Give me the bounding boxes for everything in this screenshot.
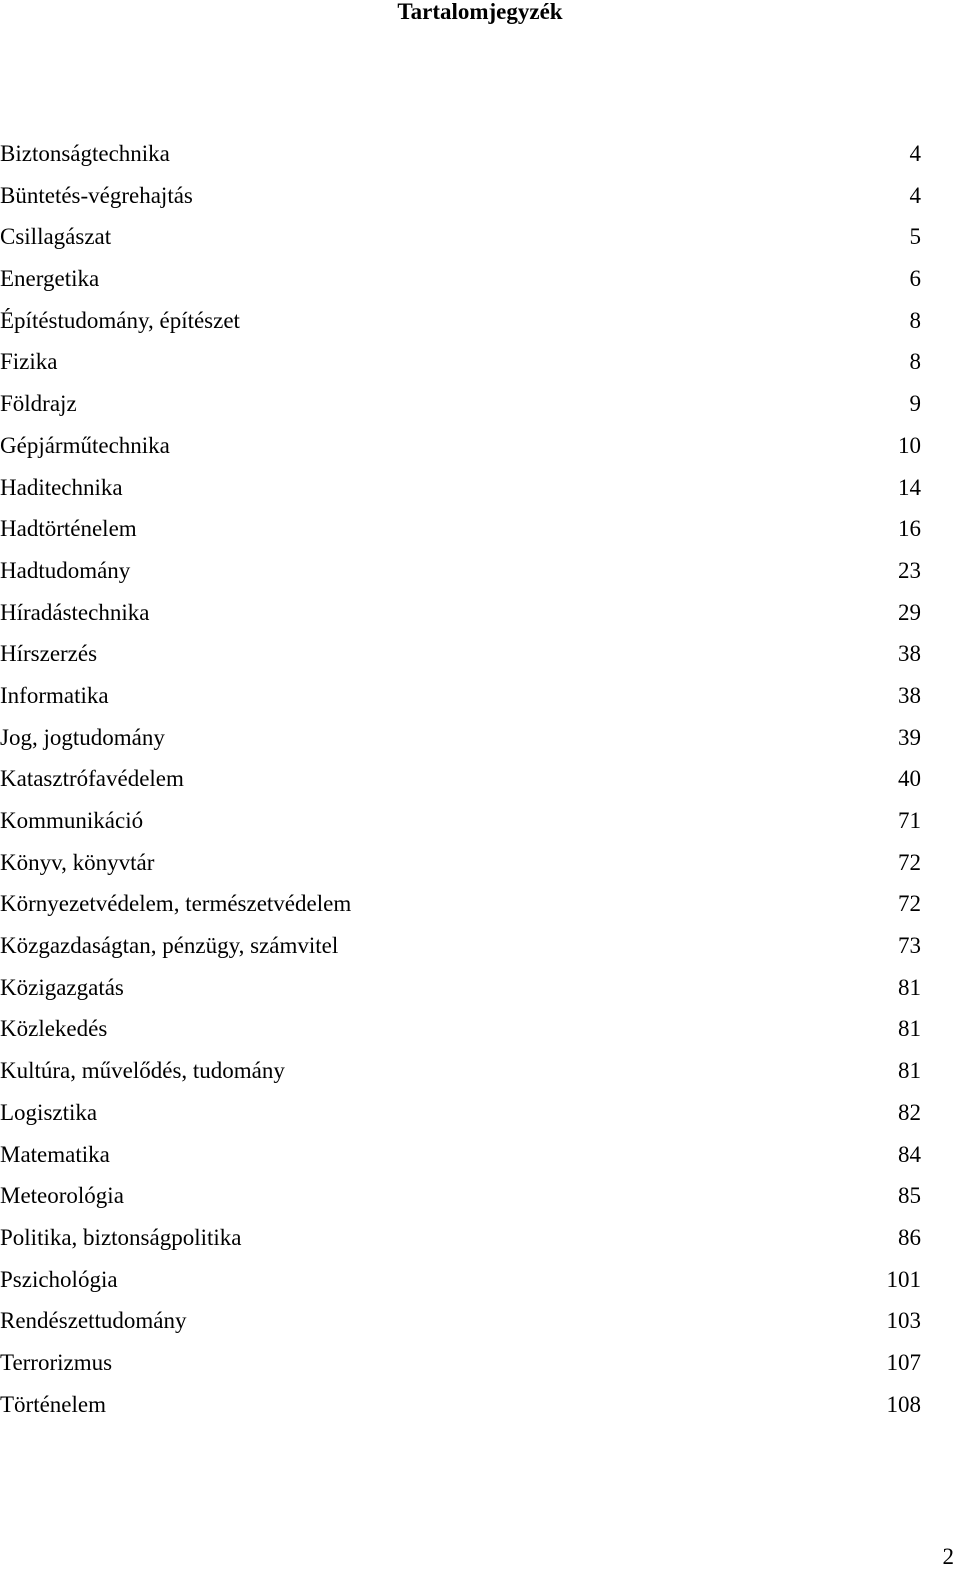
toc-entry	[0, 508, 921, 550]
toc-entry	[0, 592, 921, 634]
toc-entry-page: 72	[898, 849, 921, 875]
toc-entry-page: 16	[898, 516, 921, 542]
toc-entry-label: Történelem	[0, 1391, 107, 1417]
toc-entry-label: Hírszerzés	[0, 641, 98, 667]
toc-entry	[0, 883, 921, 925]
page-title: Tartalomjegyzék	[397, 0, 563, 24]
toc-entry-label: Kommunikáció	[0, 808, 144, 833]
toc-entry-label: Kultúra, művelődés, tudomány	[0, 1058, 285, 1084]
toc-entry	[0, 717, 921, 759]
toc-entry-label: Gépjárműtechnika	[0, 432, 170, 458]
toc-entry-label: Katasztrófavédelem	[0, 766, 184, 792]
toc-entry-label: Terrorizmus	[0, 1349, 113, 1375]
toc-entry	[0, 1300, 921, 1342]
toc-entry-page: 38	[898, 682, 921, 708]
toc-entry-page: 8	[909, 307, 921, 333]
toc-entry	[0, 1342, 921, 1384]
toc-entry-label: Rendészettudomány	[0, 1308, 187, 1334]
toc-entry-page: 8	[909, 349, 921, 375]
toc-entry-label: Fizika	[0, 349, 58, 375]
toc-entry-label: Jog, jogtudomány	[0, 724, 165, 750]
toc-entry-page: 39	[898, 724, 921, 750]
toc-entry-label: Matematika	[0, 1141, 110, 1167]
toc-entry	[0, 675, 921, 717]
toc-entry	[0, 633, 921, 675]
toc-entry-page: 38	[898, 641, 921, 667]
toc-entry	[0, 1134, 921, 1176]
toc-entry	[0, 300, 921, 342]
toc-entry-page: 23	[898, 557, 921, 583]
toc-entry-label: Logisztika	[0, 1099, 98, 1125]
toc-entry-label: Informatika	[0, 682, 109, 708]
toc-entry-label: Könyv, könyvtár	[0, 849, 155, 875]
toc-entry-page: 10	[898, 432, 921, 458]
toc-entry-label: Energetika	[0, 266, 100, 292]
toc-entry-page: 103	[886, 1308, 921, 1334]
toc-entry-page: 72	[898, 891, 921, 917]
toc-entry-page: 81	[898, 974, 921, 1000]
toc-entry	[0, 216, 921, 258]
toc-entry	[0, 175, 921, 217]
toc-entry-label: Közlekedés	[0, 1016, 108, 1042]
toc-entry-page: 107	[886, 1349, 921, 1375]
toc-entry-page: 71	[898, 808, 921, 833]
toc-entry	[0, 967, 921, 1009]
toc-entry	[0, 341, 921, 383]
toc-entry	[0, 1175, 921, 1217]
toc-entry	[0, 258, 921, 300]
toc-entry-page: 5	[909, 224, 921, 250]
toc-entry	[0, 842, 921, 884]
toc-entry-label: Politika, biztonságpolitika	[0, 1224, 242, 1250]
toc-entry	[0, 1050, 921, 1092]
toc-entry-page: 108	[886, 1391, 921, 1417]
toc-entry-label: Közgazdaságtan, pénzügy, számvitel	[0, 933, 339, 959]
toc-entry-label: Építéstudomány, építészet	[0, 307, 240, 333]
toc-entry-label: Meteorológia	[0, 1183, 124, 1209]
toc-entry-label: Környezetvédelem, természetvédelem	[0, 891, 352, 917]
toc-entry-page: 6	[909, 266, 921, 292]
toc-entry-page: 84	[898, 1141, 921, 1167]
toc-entry-label: Hadtörténelem	[0, 516, 137, 542]
toc-entry-page: 40	[898, 766, 921, 792]
toc-entry-label: Pszichológia	[0, 1266, 118, 1292]
toc-entry	[0, 758, 921, 800]
toc-entry-label: Földrajz	[0, 391, 77, 417]
toc-entry-page: 9	[909, 391, 921, 417]
toc-entry	[0, 425, 921, 467]
toc-entry-page: 101	[886, 1266, 921, 1292]
toc-entry-label: Közigazgatás	[0, 974, 124, 1000]
toc-entry-label: Hadtudomány	[0, 557, 131, 583]
toc-entry-label: Haditechnika	[0, 474, 123, 500]
page-number: 2	[942, 1544, 954, 1569]
toc-entry	[0, 1217, 921, 1259]
toc-entry-page: 4	[909, 141, 921, 166]
toc-entry	[0, 1384, 921, 1426]
toc-entry-page: 29	[898, 599, 921, 625]
toc-entry	[0, 1008, 921, 1050]
toc-entry	[0, 1092, 921, 1134]
table-of-contents	[0, 133, 921, 1425]
toc-entry-page: 86	[898, 1224, 921, 1250]
toc-entry-label: Csillagászat	[0, 224, 112, 250]
toc-entry-page: 73	[898, 933, 921, 959]
toc-entry-page: 81	[898, 1058, 921, 1084]
toc-entry	[0, 1259, 921, 1301]
toc-entry-page: 81	[898, 1016, 921, 1042]
toc-entry-page: 85	[898, 1183, 921, 1209]
toc-entry-page: 82	[898, 1099, 921, 1125]
toc-entry	[0, 133, 921, 175]
toc-entry-label: Híradástechnika	[0, 599, 150, 625]
toc-entry-page: 4	[909, 182, 921, 208]
toc-entry	[0, 925, 921, 967]
toc-entry-label: Büntetés-végrehajtás	[0, 182, 193, 208]
toc-entry	[0, 800, 921, 842]
toc-entry-label: Biztonságtechnika	[0, 141, 170, 166]
toc-entry-page: 14	[898, 474, 921, 500]
toc-entry	[0, 550, 921, 592]
toc-entry	[0, 383, 921, 425]
toc-entry	[0, 467, 921, 509]
